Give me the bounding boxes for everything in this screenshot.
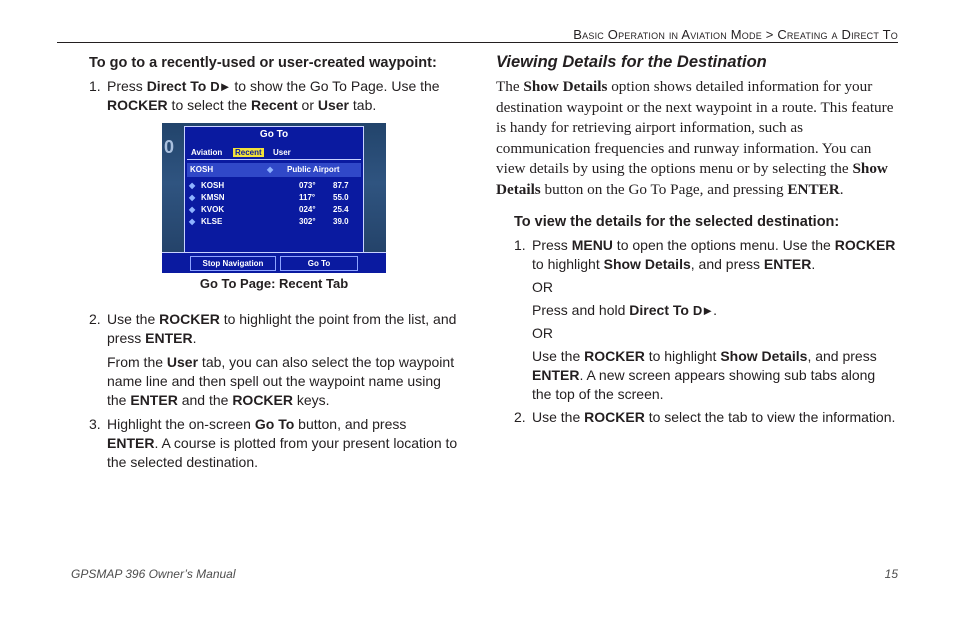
step-text: to select the: [167, 97, 251, 113]
row-bearing: 117°: [299, 193, 316, 202]
or-label: OR: [532, 325, 553, 341]
step-number: 2.: [514, 409, 526, 425]
para-text: option shows detailed information for your destination waypoint or the next waypoint in a route. This feature is handy for retrieving airport information, such as communication frequencies and runway information. You can view details by using the options menu or by selecting the: [496, 78, 894, 177]
running-header: [573, 27, 898, 42]
para-text: The: [496, 78, 524, 95]
step-text: , and press: [690, 256, 764, 272]
right-column: [496, 53, 898, 427]
key-rocker: ROCKER: [159, 311, 220, 327]
direct-to-icon: D►: [692, 303, 714, 318]
step-text: tab, you can also select the top waypoint name line and then spell out the waypoint name using the: [107, 354, 455, 408]
key-rocker: ROCKER: [584, 348, 645, 364]
left-step-2: [89, 310, 461, 348]
step-number: 1.: [514, 237, 526, 253]
step-text: Press: [532, 237, 572, 253]
option-show-details: Show Details: [720, 348, 808, 364]
step-number: 1.: [89, 78, 101, 94]
row-id: KVOK: [201, 205, 225, 214]
step-text: or: [297, 97, 318, 113]
step-text: to highlight: [532, 256, 604, 272]
stop-navigation-button[interactable]: Stop Navigation: [190, 256, 276, 271]
left-heading: To go to a recently-used or user-created waypoint:: [89, 55, 437, 71]
key-menu: MENU: [571, 237, 613, 253]
key-direct-to: Direct To: [146, 78, 207, 94]
alternative-2: [514, 347, 898, 404]
step-text: to highlight the point from the list, and press: [107, 311, 457, 346]
right-step-1: [514, 236, 898, 274]
list-item[interactable]: [189, 217, 359, 229]
figure-caption: Go To Page: Recent Tab: [199, 276, 349, 291]
key-rocker: ROCKER: [232, 392, 293, 408]
procedure-heading: To view the details for the selected destination:: [514, 214, 840, 230]
airport-icon: ◆: [267, 165, 274, 174]
tab-name-user: User: [166, 354, 199, 370]
section-heading: Viewing Details for the Destination: [496, 53, 767, 71]
step-number: 2.: [89, 311, 101, 327]
row-bearing: 302°: [299, 217, 316, 226]
option-show-details: Show Details: [523, 78, 608, 95]
header-separator: >: [765, 27, 774, 42]
goto-title: Go To: [259, 129, 289, 140]
key-direct-to: Direct To: [629, 302, 689, 318]
goto-window: [184, 126, 364, 253]
page-number: 15: [884, 567, 898, 581]
row-distance: 25.4: [333, 205, 349, 214]
option-show-details: Show Details: [496, 160, 888, 198]
tab-user[interactable]: User: [273, 148, 291, 157]
airport-icon: ◆: [189, 205, 196, 214]
recent-list: [189, 181, 359, 229]
step-text: and the: [177, 392, 233, 408]
step-text: Use the: [532, 409, 585, 425]
step-text: to select the tab to view the information.: [644, 409, 896, 425]
or-label: OR: [532, 279, 553, 295]
key-enter: ENTER: [130, 392, 178, 408]
direct-to-icon: D►: [210, 79, 231, 94]
step-text: From the: [107, 354, 167, 370]
waypoint-id: KOSH: [190, 165, 214, 174]
tab-recent[interactable]: Recent: [235, 148, 262, 157]
key-rocker: ROCKER: [584, 409, 645, 425]
left-column: [89, 54, 461, 115]
key-enter: ENTER: [532, 367, 580, 383]
step-number: 3.: [89, 416, 101, 432]
key-rocker: ROCKER: [107, 97, 168, 113]
step-text: Use the: [532, 348, 585, 364]
key-enter: ENTER: [763, 256, 812, 272]
list-item[interactable]: [189, 205, 359, 217]
right-step-2: [514, 408, 898, 427]
intro-paragraph: [496, 77, 898, 200]
list-item[interactable]: [189, 181, 359, 193]
waypoint-type: Public Airport: [287, 165, 340, 174]
left-step-1: [89, 77, 461, 115]
button-name-goto: Go To: [254, 416, 295, 432]
key-enter: ENTER: [787, 180, 840, 198]
option-show-details: Show Details: [603, 256, 691, 272]
step-text: Press and hold: [532, 302, 630, 318]
tab-aviation[interactable]: Aviation: [191, 148, 223, 157]
header-section: Basic Operation in Aviation Mode: [573, 27, 762, 42]
waypoint-header-row[interactable]: [187, 163, 361, 177]
airport-icon: ◆: [189, 193, 196, 202]
tab-name-user: User: [317, 97, 350, 113]
step-text: button, and press: [294, 416, 407, 432]
goto-tabs: [187, 147, 361, 160]
step-text: keys.: [292, 392, 330, 408]
step-text: to open the options menu. Use the: [612, 237, 835, 253]
row-distance: 39.0: [333, 217, 349, 226]
procedure: [514, 213, 898, 427]
para-text: .: [839, 180, 844, 198]
para-text: button on the Go To Page, and pressing: [540, 180, 788, 198]
step-text: .: [713, 302, 717, 318]
row-bearing: 024°: [299, 205, 316, 214]
left-step-3: [89, 415, 461, 472]
step-text: .: [192, 330, 197, 346]
alternative-1: [514, 301, 898, 320]
goto-page-screenshot: [162, 123, 386, 273]
step-text: . A course is plotted from your present location to the selected destination.: [107, 435, 458, 470]
header-topic: Creating a Direct To: [777, 27, 898, 42]
airport-icon: ◆: [189, 181, 196, 190]
key-enter: ENTER: [107, 435, 155, 451]
footer-manual-title: GPSMAP 396 Owner’s Manual: [71, 567, 236, 581]
step-text: Use the: [107, 311, 160, 327]
row-distance: 55.0: [333, 193, 349, 202]
step-text: tab.: [349, 97, 377, 113]
step-text: .: [811, 256, 816, 272]
list-item[interactable]: [189, 193, 359, 205]
step-text: to highlight: [644, 348, 721, 364]
button-bar: [162, 252, 386, 273]
key-rocker: ROCKER: [834, 237, 896, 253]
row-id: KOSH: [201, 181, 225, 190]
step-text: Highlight the on-screen: [107, 416, 255, 432]
row-distance: 87.7: [333, 181, 349, 190]
row-id: KMSN: [201, 193, 225, 202]
header-rule: [57, 42, 898, 43]
goto-button[interactable]: Go To: [280, 256, 358, 271]
tab-name-recent: Recent: [250, 97, 298, 113]
map-edge-label: 0: [164, 137, 175, 157]
step-text: Press: [107, 78, 147, 94]
row-bearing: 073°: [299, 181, 316, 190]
step-text: , and press: [807, 348, 877, 364]
left-column-lower: [89, 310, 461, 472]
left-step-2-note: [89, 353, 461, 410]
step-text: to show the Go To Page. Use the: [230, 78, 440, 94]
key-enter: ENTER: [145, 330, 193, 346]
row-id: KLSE: [201, 217, 223, 226]
step-text: . A new screen appears showing sub tabs along the top of the screen.: [532, 367, 876, 402]
airport-icon: ◆: [189, 217, 196, 226]
